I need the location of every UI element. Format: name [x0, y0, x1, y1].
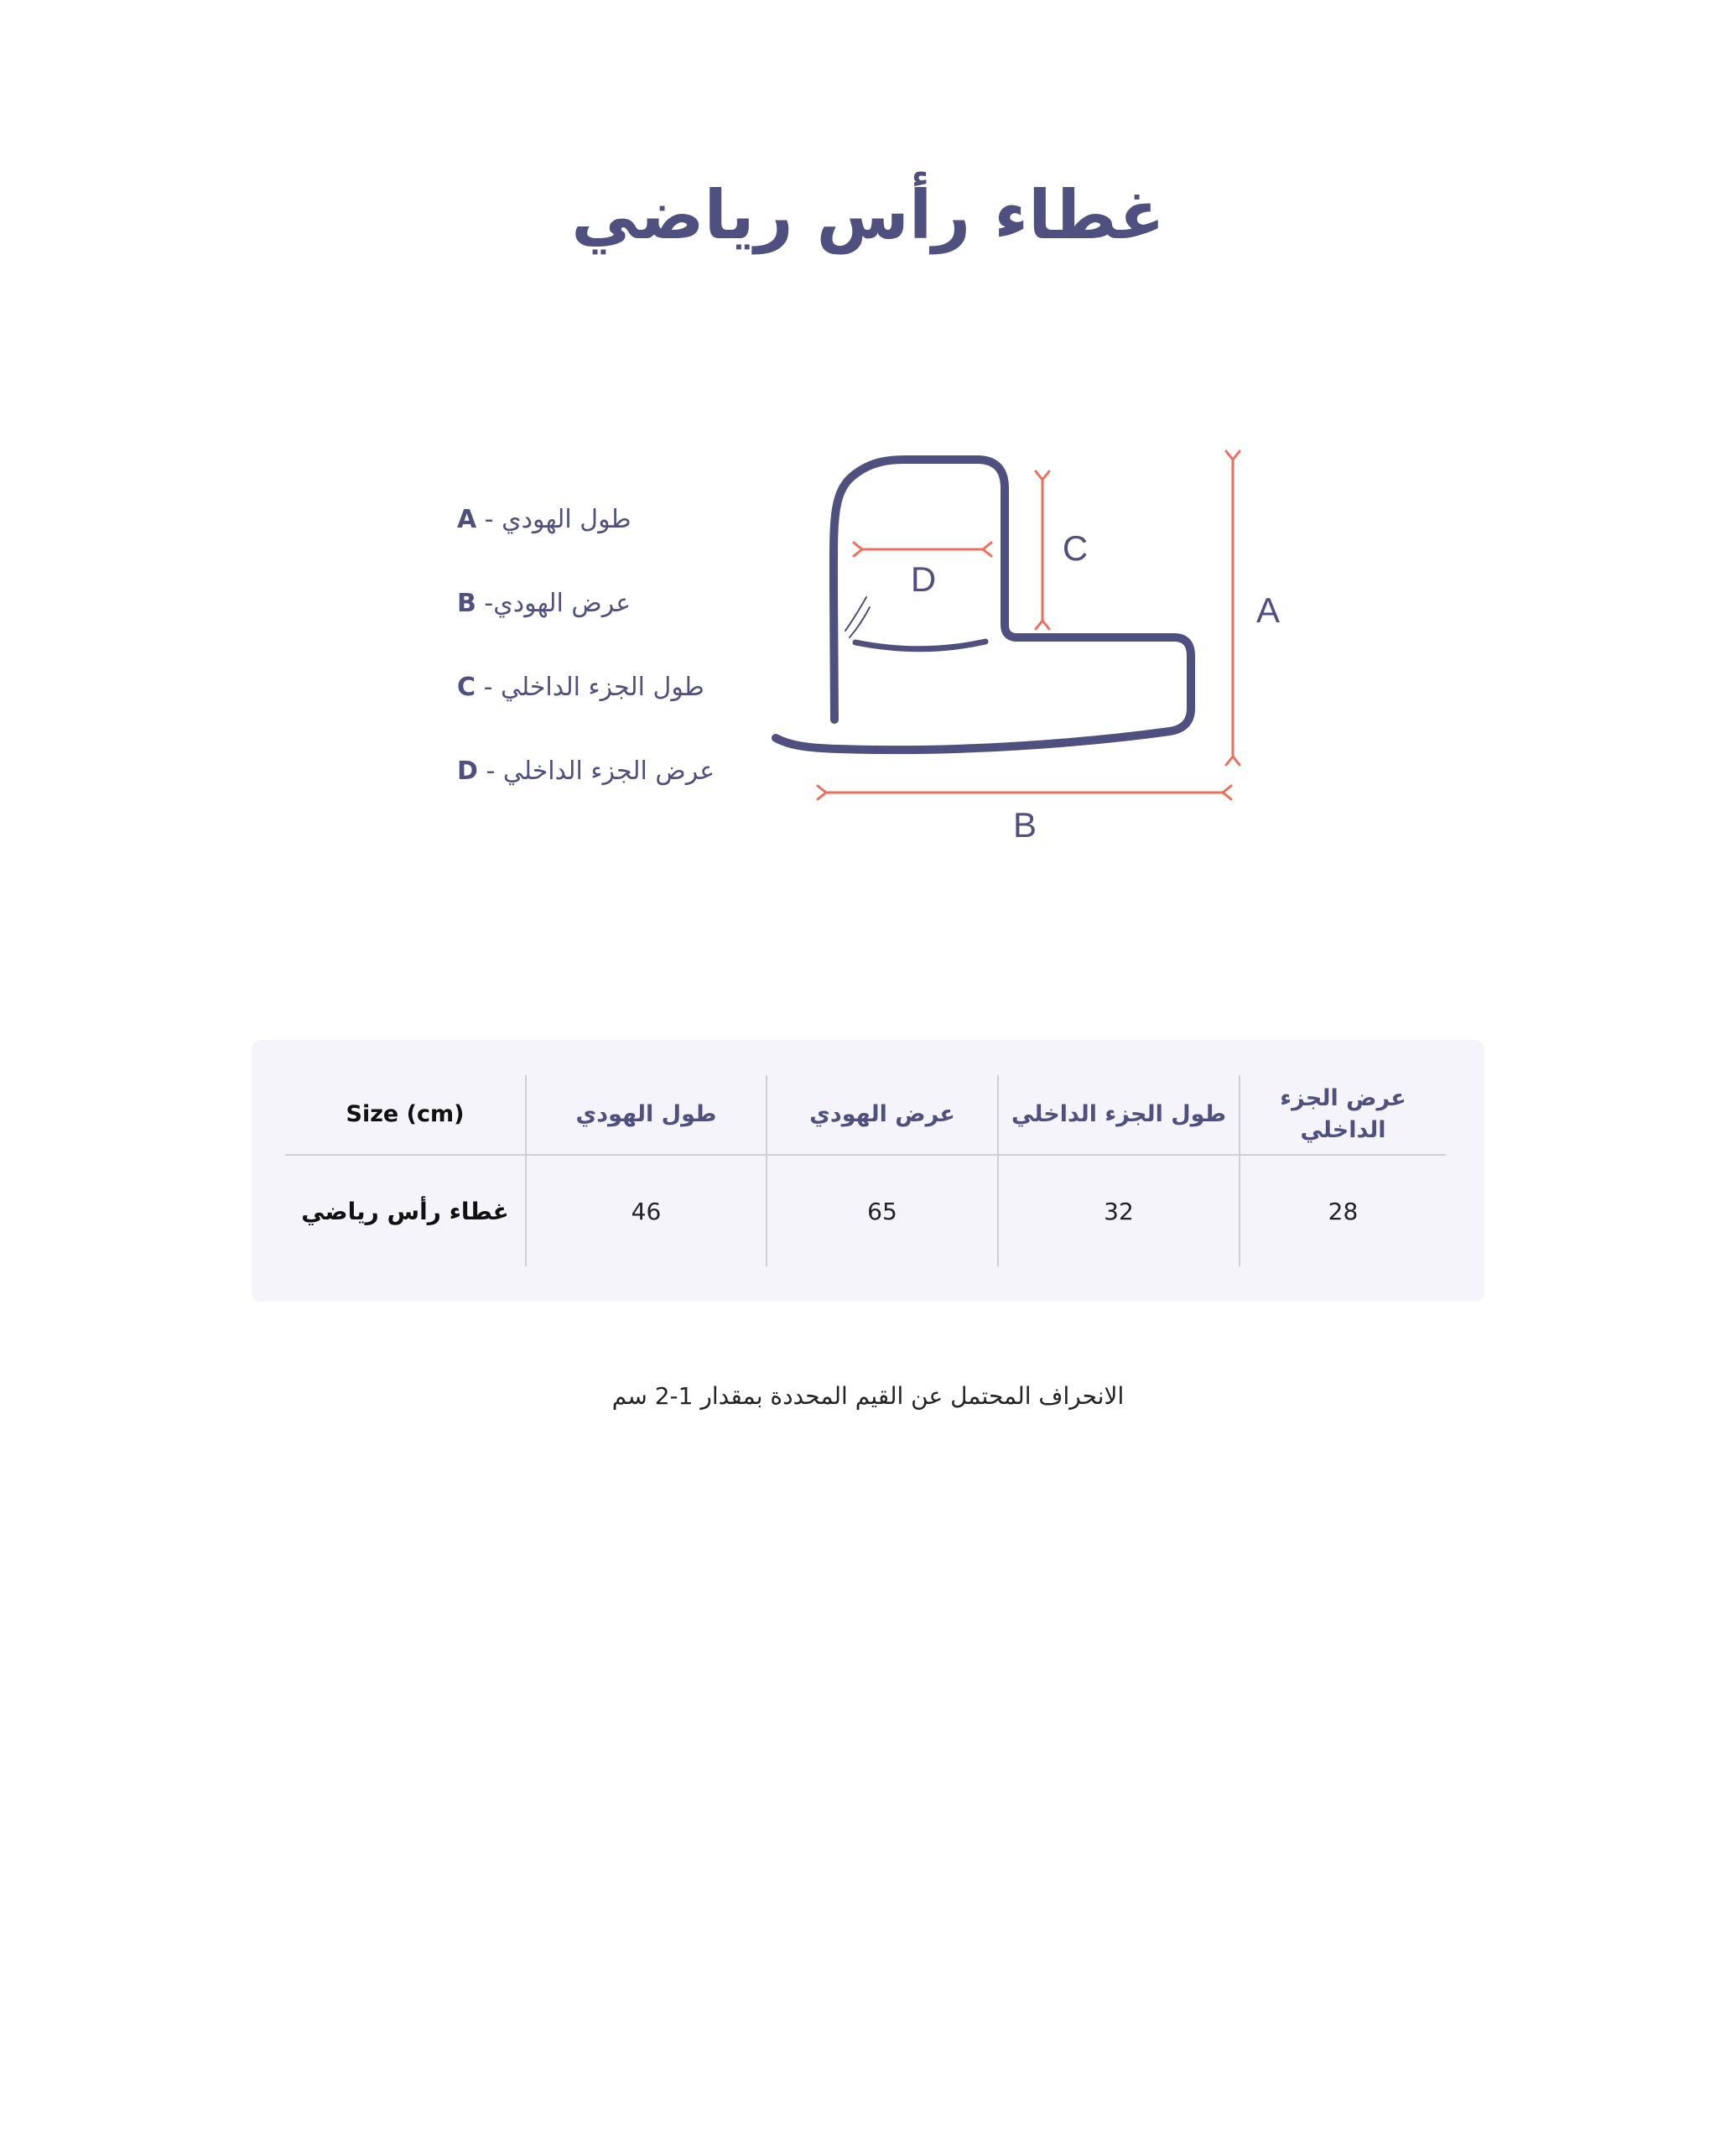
hood-fold-line: [850, 607, 870, 637]
legend-key: C: [457, 673, 476, 702]
header-inner-length: طول الجزء الداخلي: [998, 1075, 1240, 1155]
legend-separator: -: [477, 756, 503, 786]
cell-inner-width: 28: [1240, 1155, 1446, 1266]
header-size: Size (cm): [285, 1075, 526, 1155]
hood-diagram: [0, 0, 1736, 923]
legend-separator: -: [476, 589, 494, 618]
page-title: غطاء رأس رياضي: [571, 176, 1165, 254]
hood-outline: [776, 460, 1191, 750]
legend-separator: -: [476, 673, 501, 702]
header-hoodie-length: طول الهودي: [526, 1075, 767, 1155]
cell-hoodie-length: 46: [526, 1155, 767, 1266]
label-d: D: [910, 559, 937, 599]
size-table-card: [252, 1040, 1484, 1302]
table-header-row: [285, 1075, 1446, 1155]
label-b: B: [1012, 805, 1037, 845]
label-a: A: [1255, 590, 1281, 630]
header-hoodie-width: عرض الهودي: [767, 1075, 998, 1155]
header-inner-width: عرض الجزء الداخلي: [1240, 1075, 1446, 1155]
cell-inner-length: 32: [998, 1155, 1240, 1266]
row-label: غطاء رأس رياضي: [301, 1197, 509, 1225]
legend-text: عرض الهودي: [493, 589, 632, 618]
legend-key: A: [457, 505, 477, 534]
legend-text: طول الهودي: [502, 505, 632, 534]
hood-inner-edge: [855, 642, 985, 649]
cell-hoodie-width: 65: [767, 1155, 998, 1266]
legend-text: طول الجزء الداخلي: [500, 673, 704, 702]
legend-key: B: [457, 589, 476, 618]
tolerance-note: الانحراف المحتمل عن القيم المحددة بمقدار 1-2 سم: [611, 1382, 1125, 1410]
legend-separator: -: [476, 505, 502, 534]
table-row: [285, 1155, 1446, 1266]
legend-key: D: [457, 756, 478, 786]
hood-fold-line: [845, 597, 866, 631]
label-c: C: [1062, 528, 1089, 568]
legend-text: عرض الجزء الداخلي: [502, 756, 715, 786]
size-table: [285, 1075, 1446, 1266]
